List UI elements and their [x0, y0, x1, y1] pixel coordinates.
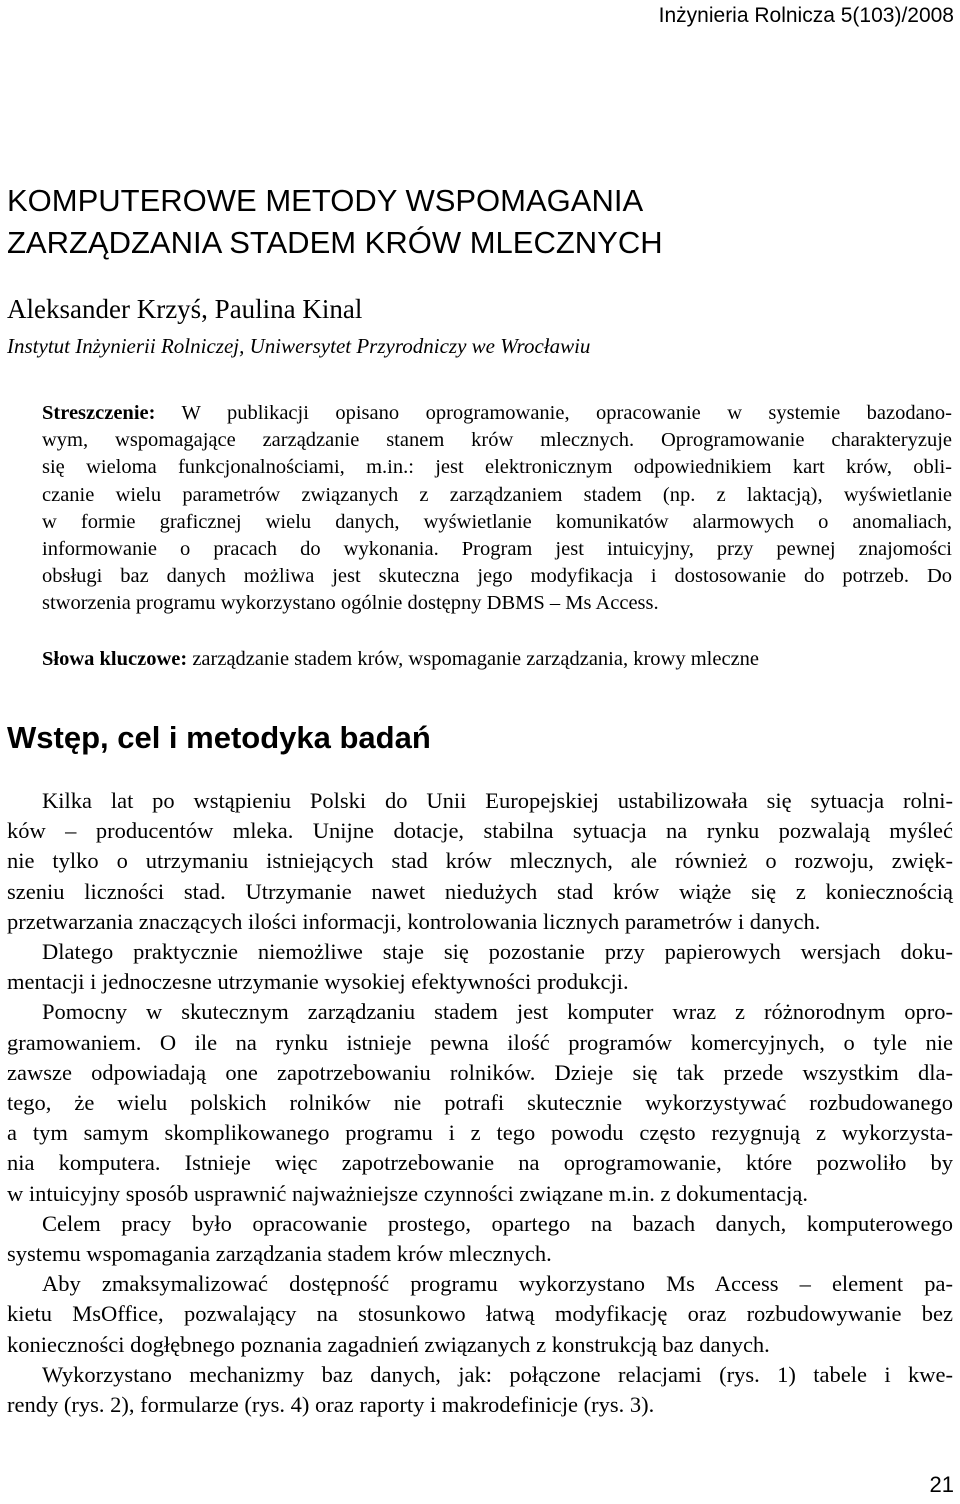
body-line: Pomocny w skutecznym zarządzaniu stadem jest komputer wraz z różnorodnym opro-: [42, 999, 953, 1025]
body-line: nie tylko o utrzymaniu istniejących stad krów mlecznych, ale również o rozwoju, zwięk-: [7, 848, 953, 874]
abstract-line: obsługi baz danych możliwa jest skuteczna jego modyfikacja i dostosowanie do potrzeb. Do: [42, 565, 952, 588]
abstract-line: wym, wspomagające zarządzanie stanem krów mlecznych. Oprogramowanie charakteryzuje: [42, 429, 952, 452]
abstract-line: stworzenia programu wykorzystano ogólnie dostępny DBMS – Ms Access.: [42, 592, 659, 615]
title-line: KOMPUTEROWE METODY WSPOMAGANIA: [7, 183, 644, 218]
body-line: zawsze odpowiadają one zapotrzebowaniu rolników. Dzieje się tak przede wszystkim dla-: [7, 1059, 953, 1085]
affiliation: Instytut Inżynierii Rolniczej, Uniwersytet Przyrodniczy we Wrocławiu: [7, 334, 591, 358]
body-line: Aby zmaksymalizować dostępność programu wykorzystano Ms Access – element pa-: [42, 1271, 953, 1297]
body-line: ków – producentów mleka. Unijne dotacje, stabilna sytuacja na rynku pozwalają myśleć: [7, 818, 953, 844]
keywords-line: [42, 646, 952, 673]
body-line: systemu wspomagania zarządzania stadem krów mlecznych.: [7, 1241, 552, 1267]
abstract-line: informowanie o pracach do wykonania. Program jest intuicyjny, przy pewnej znajomości: [42, 538, 952, 561]
keywords: [42, 646, 952, 673]
authors: Aleksander Krzyś, Paulina Kinal: [7, 294, 363, 324]
page-number: 21: [929, 1472, 954, 1497]
abstract-label: Streszczenie:: [42, 402, 156, 424]
section-heading: Wstęp, cel i metodyka badań: [7, 720, 431, 755]
abstract-line: w formie graficznej wielu danych, wyświetlanie komunikatów alarmowych o anomaliach,: [42, 510, 952, 533]
body-line: Kilka lat po wstąpieniu Polski do Unii Europejskiej ustabilizowała się sytuacja rolni-: [42, 788, 953, 813]
abstract-line: się wieloma funkcjonalnościami, m.in.: jest elektronicznym odpowiednikiem kart krów, obli-: [42, 456, 952, 479]
body-line: rendy (rys. 2), formularze (rys. 4) oraz raporty i makrodefinicje (rys. 3).: [7, 1392, 655, 1418]
body-line: w intuicyjny sposób usprawnić najważniejsze czynności związane m.in. z dokumentacją.: [7, 1180, 808, 1206]
abstract-line: [42, 400, 952, 427]
body-line: tego, że wielu polskich rolników nie potrafi skutecznie wykorzystywać rozbudowanego: [7, 1090, 953, 1116]
body-line: Dlatego praktycznie niemożliwe staje się pozostanie przy papierowych wersjach doku-: [42, 939, 953, 965]
running-head: Inżynieria Rolnicza 5(103)/2008: [658, 4, 954, 27]
abstract-line: czanie wielu parametrów związanych z zarządzaniem stadem (np. z laktacją), wyświetlanie: [42, 483, 952, 506]
keywords-text: zarządzanie stadem krów, wspomaganie zarządzania, krowy mleczne: [187, 648, 760, 670]
body-line: konieczności dogłębnego poznania zagadnień związanych z konstrukcją baz danych.: [7, 1331, 770, 1357]
body-line: Celem pracy było opracowanie prostego, opartego na bazach danych, komputerowego: [42, 1210, 953, 1236]
body-line: gramowaniem. O ile na rynku istnieje pewna ilość programów komercyjnych, o tyle nie: [7, 1029, 953, 1055]
body-line: mentacji i jednoczesne utrzymanie wysokiej efektywności produkcji.: [7, 969, 629, 995]
keywords-label: Słowa kluczowe:: [42, 648, 188, 670]
body-text: [7, 786, 953, 1420]
body-line: nia komputera. Istnieje więc zapotrzebowanie na oprogramowanie, które pozwoliło by: [7, 1150, 953, 1176]
body-line: a tym samym skomplikowanego programu i z tego powodu często rezygnują z wykorzysta-: [7, 1120, 953, 1146]
paper-title: [7, 180, 947, 264]
body-line: kietu MsOffice, pozwalający na stosunkowo łatwą modyfikację oraz rozbudowywanie bez: [7, 1301, 953, 1327]
abstract: [42, 400, 952, 618]
title-line: ZARZĄDZANIA STADEM KRÓW MLECZNYCH: [7, 225, 663, 260]
abstract-line-text: W publikacji opisano oprogramowanie, opracowanie w systemie bazodano-: [155, 402, 952, 424]
body-line: szeniu liczności stad. Utrzymanie nawet niedużych stad krów wiąże się z koniecznością: [7, 878, 953, 904]
body-line: przetwarzania znaczących ilości informacji, kontrolowania licznych parametrów i danych.: [7, 908, 821, 934]
body-line: Wykorzystano mechanizmy baz danych, jak: połączone relacjami (rys. 1) tabele i kwe-: [42, 1361, 953, 1387]
